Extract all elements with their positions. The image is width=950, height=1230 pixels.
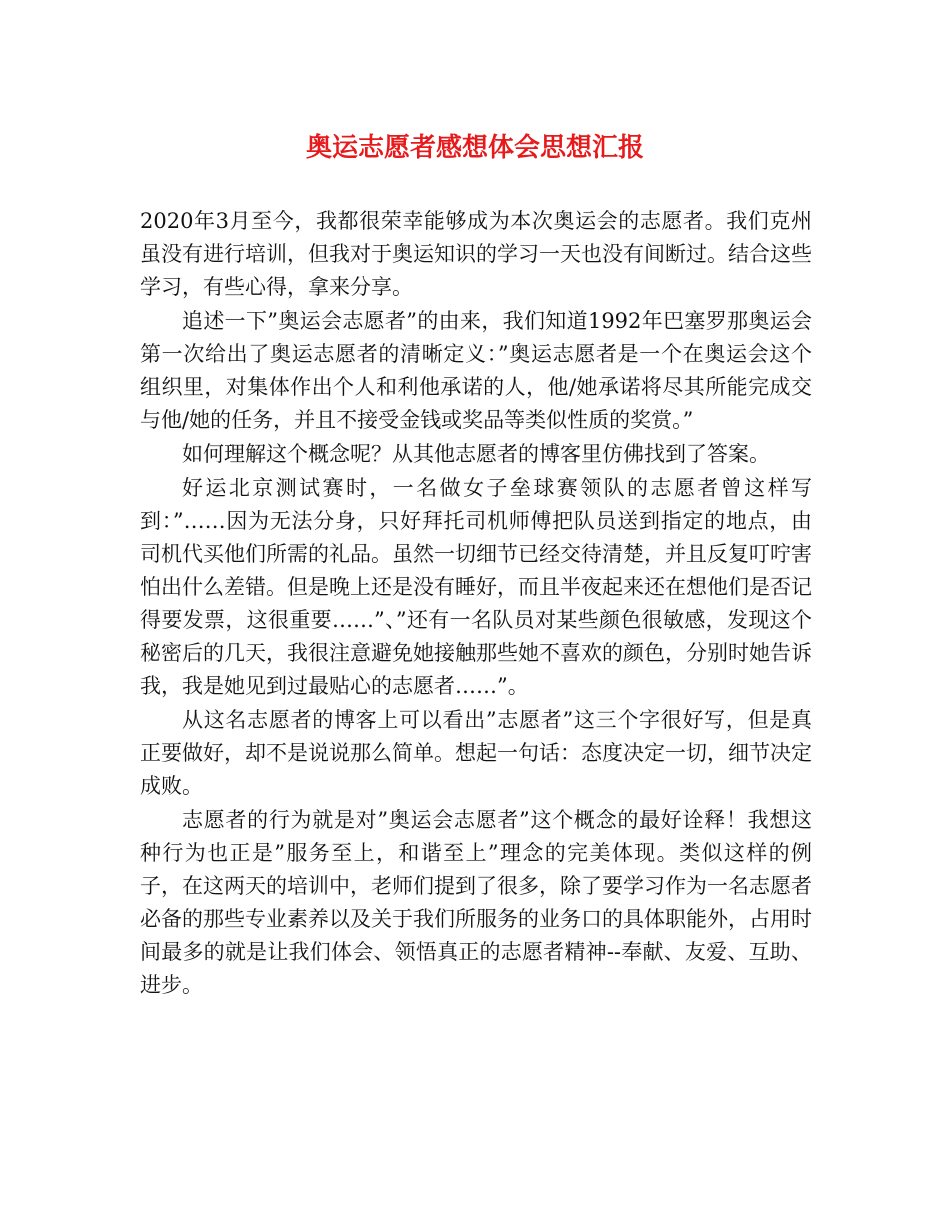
paragraph-definition: 追述一下”奥运会志愿者”的由来，我们知道1992年巴塞罗那奥运会第一次给出了奥运志愿者的清晰定义：”奥运志愿者是一个在奥运会这个组织里，对集体作出个人和利他承诺的人，他/她承诺将尽其所能完成交与他/她的任务，并且不接受金钱或奖品等类似性质的奖赏。” <box>140 309 812 432</box>
page-title: 奥运志愿者感想体会思想汇报 <box>305 133 644 163</box>
paragraph-blog-story: 好运北京测试赛时，一名做女子垒球赛领队的志愿者曾这样写到：”……因为无法分身，只好拜托司机师傅把队员送到指定的地点，由司机代买他们所需的礼品。虽然一切细节已经交待清楚，并且反复叮咛害怕出什么差错。但是晚上还是没有睡好，而且半夜起来还在想他们是否记得要发票，这很重要……”、”还有一名队员对某些颜色很敏感，发现这个秘密后的几天，我很注意避免她接触那些她不喜欢的颜色，分别时她告诉我，我是她见到过最贴心的志愿者……”。 <box>140 476 812 698</box>
paragraph-reflection: 从这名志愿者的博客上可以看出”志愿者”这三个字很好写，但是真正要做好，却不是说说那么简单。想起一句话：态度决定一切，细节决定成败。 <box>140 708 812 798</box>
paragraph-conclusion: 志愿者的行为就是对”奥运会志愿者”这个概念的最好诠释！我想这种行为也正是”服务至上，和谐至上”理念的完美体现。类似这样的例子，在这两天的培训中，老师们提到了很多，除了要学习作为一名志愿者必备的那些专业素养以及关于我们所服务的业务口的具体职能外，占用时间最多的就是让我们体会、领悟真正的志愿者精神--奉献、友爱、互助、进步。 <box>140 808 812 997</box>
paragraph-intro: 2020年3月至今，我都很荣幸能够成为本次奥运会的志愿者。我们克州虽没有进行培训，但我对于奥运知识的学习一天也没有间断过。结合这些学习，有些心得，拿来分享。 <box>140 209 812 299</box>
document-body <box>140 205 812 1003</box>
paragraph-question: 如何理解这个概念呢？从其他志愿者的博客里仿佛找到了答案。 <box>182 442 770 466</box>
